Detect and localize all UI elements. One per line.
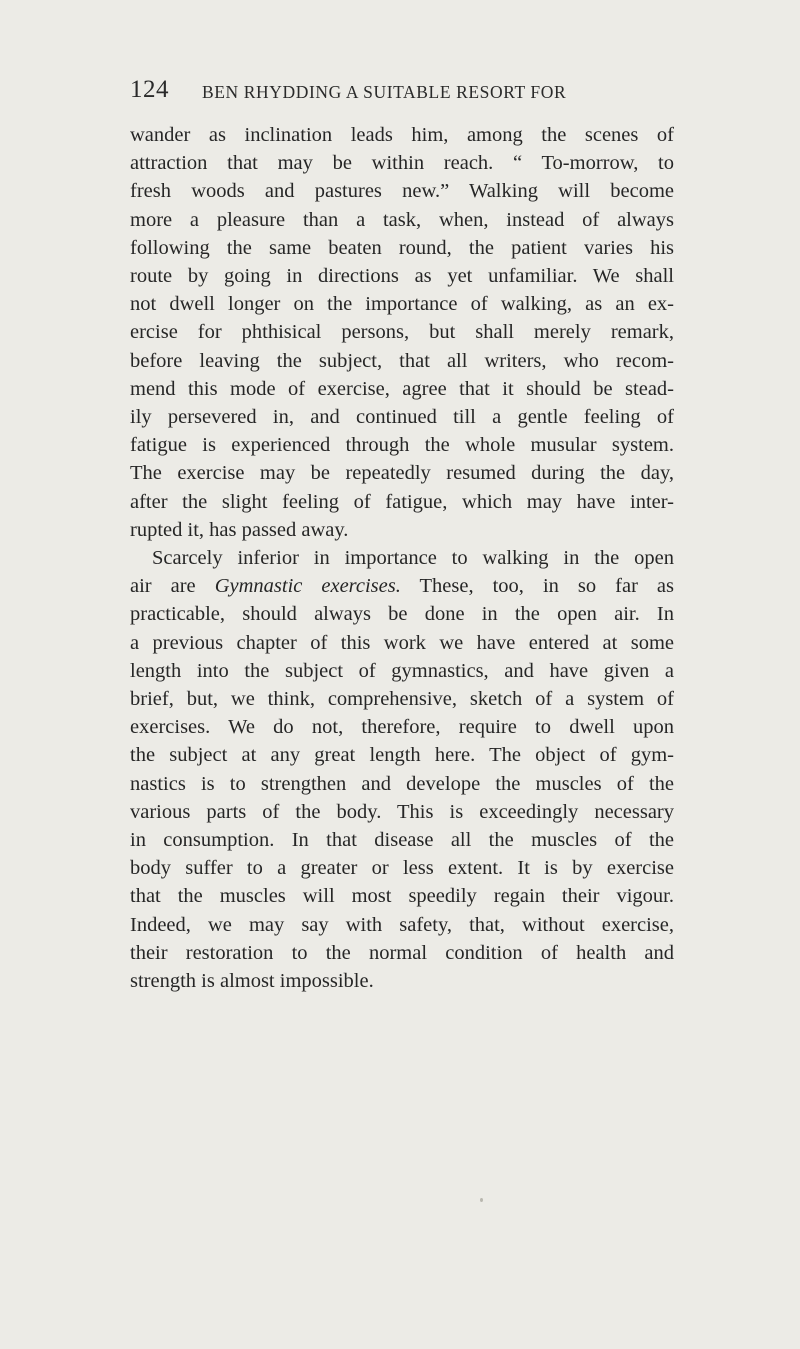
- text-line: wander as inclination leads him, among the scenes of: [130, 124, 674, 146]
- page-header: [130, 76, 690, 112]
- text-line: The exercise may be repeatedly resumed during the day,: [130, 462, 674, 485]
- text-run: These, too, in so far as: [400, 575, 674, 598]
- text-line: fresh woods and pastures new.” Walking will become: [130, 180, 674, 203]
- text-line: various parts of the body. This is exceedingly necessary: [130, 800, 674, 823]
- text-line: mend this mode of exercise, agree that it should be stead-: [130, 377, 674, 400]
- text-line: their restoration to the normal condition of health and: [130, 941, 674, 964]
- text-line: not dwell longer on the importance of walking, as an ex-: [130, 293, 674, 316]
- text-line: that the muscles will most speedily regain their vigour.: [130, 885, 674, 908]
- text-line: rupted it, has passed away.: [130, 518, 349, 541]
- paragraph: [130, 544, 674, 995]
- text-line: body suffer to a greater or less extent. It is by exercise: [130, 857, 674, 880]
- text-line: after the slight feeling of fatigue, which may have inter-: [130, 490, 674, 513]
- text-line: exercises. We do not, therefore, require to dwell upon: [130, 716, 674, 739]
- emphasized-term: Gymnastic exercises.: [214, 575, 401, 598]
- text-line: attraction that may be within reach. “ To-morrow, to: [130, 152, 674, 175]
- running-head: BEN RHYDDING A SUITABLE RESORT FOR: [202, 82, 567, 102]
- text-line: length into the subject of gymnastics, and have given a: [130, 659, 674, 682]
- text-line: the subject at any great length here. The object of gym-: [130, 744, 674, 767]
- body-text: [130, 121, 674, 995]
- text-line: ercise for phthisical persons, but shall merely remark,: [130, 321, 674, 344]
- text-line: nastics is to strengthen and develope the muscles of the: [130, 772, 674, 795]
- text-line: before leaving the subject, that all writers, who recom-: [130, 349, 674, 372]
- text-line: more a pleasure than a task, when, instead of always: [130, 208, 674, 231]
- text-line: in consumption. In that disease all the muscles of the: [130, 829, 674, 852]
- text-line: practicable, should always be done in the open air. In: [130, 603, 674, 626]
- text-line: strength is almost impossible.: [130, 970, 374, 993]
- paper-speck: [480, 1198, 483, 1202]
- text-line: ily persevered in, and continued till a gentle feeling of: [130, 406, 674, 429]
- text-line: Indeed, we may say with safety, that, without exercise,: [130, 913, 674, 936]
- text-line: brief, but, we think, comprehensive, sketch of a system of: [130, 688, 674, 711]
- text-line: Scarcely inferior in importance to walking in the open: [152, 547, 674, 570]
- text-line: a previous chapter of this work we have entered at some: [130, 631, 674, 654]
- text-line: fatigue is experienced through the whole musular system.: [130, 434, 674, 457]
- text-line: following the same beaten round, the patient varies his: [130, 236, 674, 259]
- text-line: route by going in directions as yet unfamiliar. We shall: [130, 265, 674, 288]
- text-run: air are: [130, 575, 215, 598]
- page-number: 124: [130, 76, 169, 103]
- text-line: [130, 572, 674, 600]
- paragraph: [130, 121, 674, 544]
